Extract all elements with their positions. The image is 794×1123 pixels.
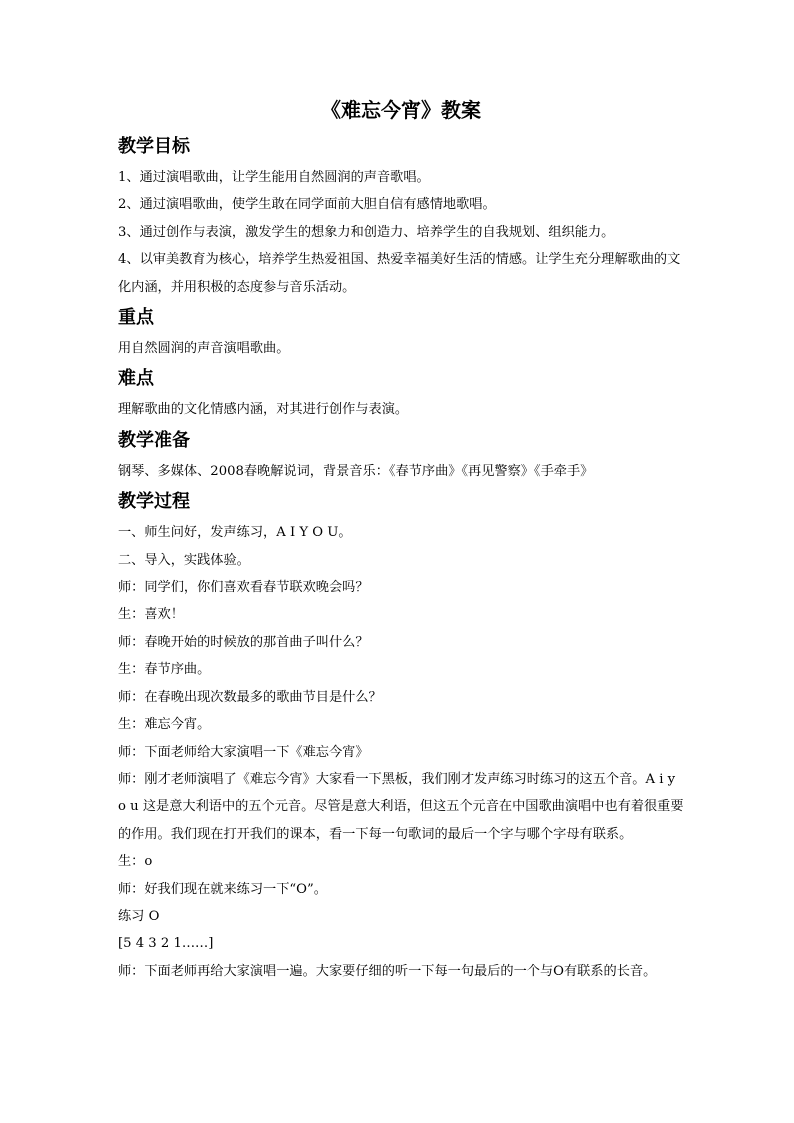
key-point-text: 用自然圆润的声音演唱歌曲。 xyxy=(118,341,290,357)
section-heading-key-point: 重点 xyxy=(118,307,154,329)
process-line: [5 4 3 2 1……] xyxy=(118,936,214,952)
goal-item: 3、通过创作与表演，激发学生的想象力和创造力、培养学生的自我规划、组织能力。 xyxy=(118,224,615,240)
goal-item: 2、通过演唱歌曲，使学生敢在同学面前大胆自信有感情地歌唱。 xyxy=(118,197,496,213)
process-line: 二、导入，实践体验。 xyxy=(118,552,250,568)
document-page xyxy=(118,96,684,985)
goal-item: 1、通过演唱歌曲，让学生能用自然圆润的声音歌唱。 xyxy=(118,170,430,185)
process-line: 师：下面老师给大家演唱一下《难忘今宵》 xyxy=(118,744,369,760)
process-line: 一、师生问好，发声练习，A I Y O U。 xyxy=(118,525,352,541)
goal-item: 4、以审美教育为核心，培养学生热爱祖国、热爱幸福美好生活的情感。让学生充分理解歌曲的文化内涵，并用积极的态度参与音乐活动。 xyxy=(118,252,681,295)
process-line: 师：刚才老师演唱了《难忘今宵》大家看一下黑板，我们刚才发声练习时练习的这五个音。A i y o u 这是意大利语中的五个元音。尽管是意大利语，但这五个元音在中国歌曲演唱中也有着很重要的作用。我们现在打开我们的课本，看一下每一句歌词的最后一个字与哪个字母有联系。 xyxy=(118,771,684,842)
process-line: 师：春晚开始的时候放的那首曲子叫什么？ xyxy=(118,634,369,650)
process-line: 生：o xyxy=(118,854,153,870)
section-heading-preparation: 教学准备 xyxy=(118,429,190,451)
process-line: 生：春节序曲。 xyxy=(118,662,211,678)
process-line: 师：同学们，你们喜欢看春节联欢晚会吗？ xyxy=(118,580,369,596)
process-line: 生：难忘今宵。 xyxy=(118,717,211,733)
process-line: 生：喜欢！ xyxy=(118,607,184,623)
process-line: 练习 O xyxy=(118,908,160,924)
process-line: 师：在春晚出现次数最多的歌曲节目是什么？ xyxy=(118,689,382,705)
process-line: 师：好我们现在就来练习一下“O”。 xyxy=(118,881,327,897)
document-title: 《难忘今宵》教案 xyxy=(321,98,481,122)
preparation-text: 钢琴、多媒体、2008春晚解说词，背景音乐：《春节序曲》《再见警察》《手牵手》 xyxy=(118,463,594,479)
section-heading-goals: 教学目标 xyxy=(118,136,190,157)
section-heading-process: 教学过程 xyxy=(118,491,190,513)
section-heading-difficulty: 难点 xyxy=(118,368,154,390)
difficulty-text: 理解歌曲的文化情感内涵，对其进行创作与表演。 xyxy=(118,402,409,418)
process-line: 师：下面老师再给大家演唱一遍。大家要仔细的听一下每一句最后的一个与O有联系的长音。 xyxy=(118,963,657,979)
